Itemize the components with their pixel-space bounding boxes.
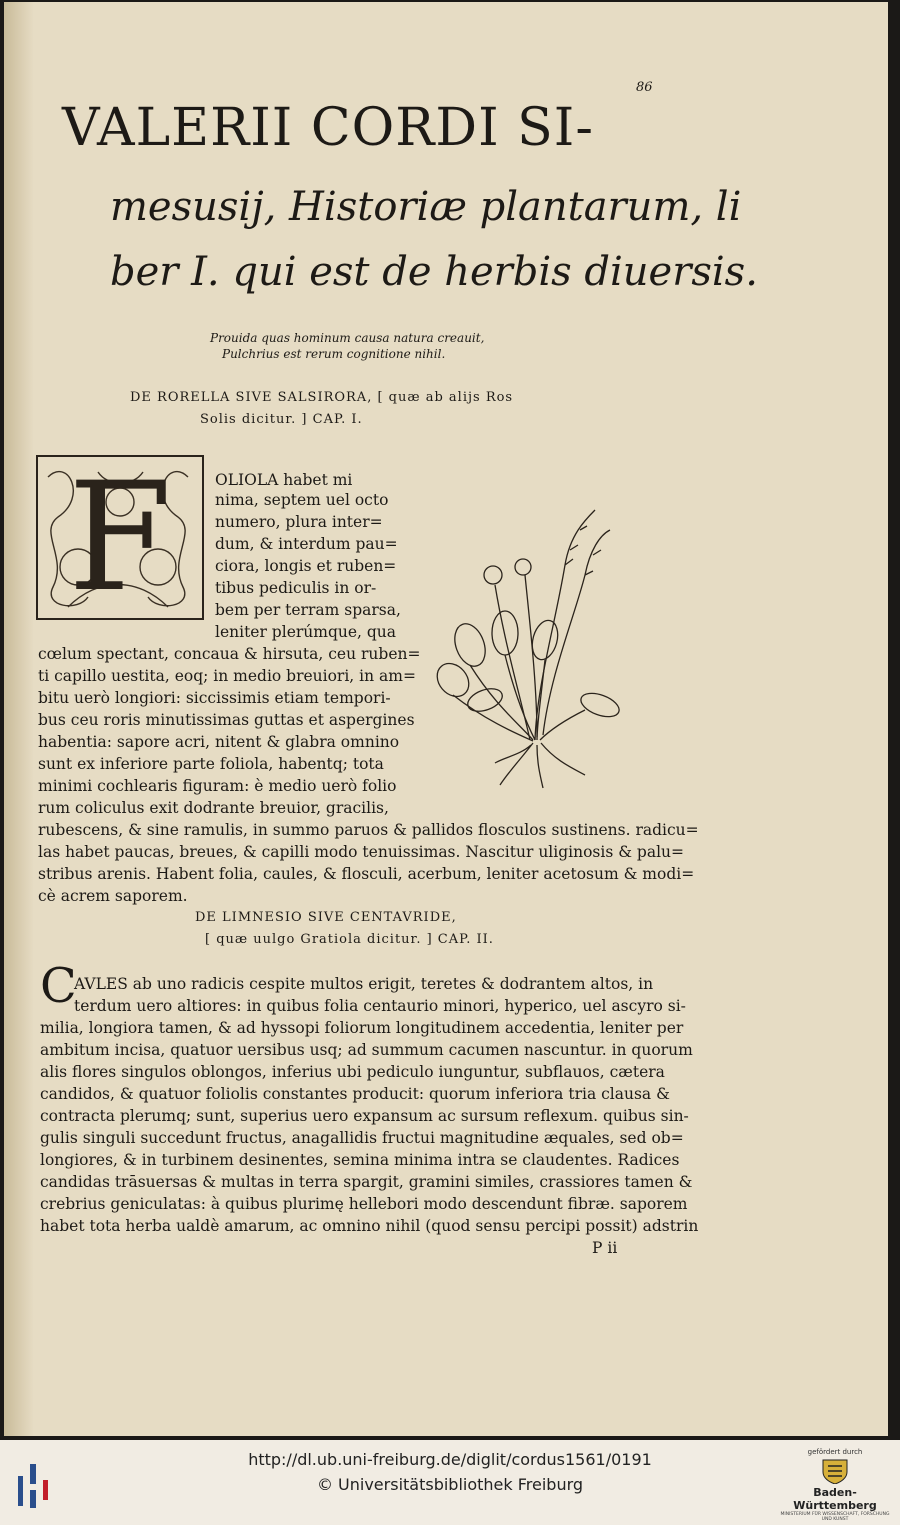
state-name: Baden-Württemberg [793,1486,877,1512]
ch1-line: numero, plura inter= [215,513,383,531]
ch1-line: rubescens, & sine ramulis, in summo paruos & pallidos flosculos sustinens. radicu= [38,821,699,839]
funding-logo [780,1448,890,1520]
viewer-footer [0,1440,900,1525]
ch2-line: gulis singuli succedunt fructus, anagallidis fructui magnitudine æquales, sed ob= [40,1129,684,1147]
ch2-line: habet tota herba ualdè amarum, ac omnino nihil (quod sensu percipi possit) adstrin [40,1217,699,1235]
ch1-line: ti capillo uestita, eoq; in medio breuiori, in am= [38,667,416,685]
chapter2-heading: DE LIMNESIO SIVE CENTAVRIDE, [195,910,457,925]
title-line-1: VALERII CORDI SI- [62,98,594,158]
motto-line-2: Pulchrius est rerum cognitione nihil. [222,347,446,361]
ch1-line: cè acrem saporem. [38,887,188,905]
signature-mark: P ii [592,1239,618,1257]
ch1-line: habentia: sapore acri, nitent & glabra omnino [38,733,400,751]
ministry-name: MINISTERIUM FÜR WISSENSCHAFT, FORSCHUNG UND KUNST [780,1512,890,1522]
permalink-url[interactable]: http://dl.ub.uni-freiburg.de/diglit/cordus1561/0191 [248,1450,652,1469]
funded-by-label: gefördert durch [807,1448,863,1456]
ch1-line: nima, septem uel octo [215,491,389,509]
ch1-line: stribus arenis. Habent folia, caules, & flosculi, acerbum, leniter acetosum & modi= [38,865,695,883]
ch1-line: sunt ex inferiore parte foliola, habentq; tota [38,755,384,773]
ch1-line: bem per terram sparsa, [215,601,401,619]
initial-letter: F [67,450,173,625]
ch1-line: dum, & interdum pau= [215,535,398,553]
ch1-line: leniter plerúmque, qua [215,623,397,641]
ch1-line: minimi cochlearis figuram: è medio uerò folio [38,777,397,795]
chapter2-subheading: [ quæ uulgo Gratiola dicitur. ] CAP. II. [205,932,494,947]
title-line-3: ber I. qui est de herbis diuersis. [110,249,758,295]
ch1-line: rum coliculus exit dodrante breuior, gracilis, [38,799,389,817]
coat-of-arms-icon [818,1458,852,1484]
ch2-line: ambitum incisa, quatuor uersibus usq; ad summum cacumen nascuntur. in quorum [40,1041,693,1059]
ornamental-initial [36,450,204,625]
ch2-line: crebrius geniculatas: à quibus plurimę hellebori modo descendunt fibræ. saporem [40,1195,688,1213]
ch1-line: bitu uerò longiori: siccissimis etiam tempori- [38,689,391,707]
ch2-line: contracta plerumq; sunt, superius uero expansum ac sursum reflexum. quibus sin- [40,1107,689,1125]
ch2-line: longiores, & in turbinem desinentes, semina minima intra se claudentes. Radices [40,1151,680,1169]
sundew-plant-illustration [425,505,650,790]
ch2-line: candidos, & quatuor foliolis constantes producit: quorum inferiora tria clausa & [40,1085,670,1103]
ch2-line: milia, longiora tamen, & ad hyssopi foliorum longitudinem accedentia, leniter per [40,1019,684,1037]
chapter1-heading: DE RORELLA SIVE SALSIRORA, [ quæ ab alijs Ros [130,390,514,405]
ch1-line: bus ceu roris minutissimas guttas et aspergines [38,711,415,729]
chapter1-subheading: Solis dicitur. ] CAP. I. [200,412,363,427]
folio-number: 86 [636,80,653,95]
copyright-text: © Universitätsbibliothek Freiburg [316,1475,584,1494]
ch2-line: terdum uero altiores: in quibus folia centaurio minori, hyperico, uel ascyro si- [74,997,686,1015]
title-line-2: mesusij, Historiæ plantarum, li [110,184,742,230]
ch1-line: ciora, longis et ruben= [215,557,397,575]
ch2-line: candidas trāsuersas & multas in terra spargit, gramini similes, crassiores tamen & [40,1173,693,1191]
motto-line-1: Prouida quas hominum causa natura creauit, [210,331,485,345]
ch1-line: tibus pediculis in or- [215,579,377,597]
ch1-line: las habet paucas, breues, & capilli modo tenuissimas. Nascitur uliginosis & palu= [38,843,685,861]
ch2-line: AVLES ab uno radicis cespite multos erigit, teretes & dodrantem altos, in [74,975,654,993]
page-gutter-shadow [4,2,34,1436]
ch1-line: cœlum spectant, concaua & hirsuta, ceu ruben= [38,645,421,663]
ch2-line: alis flores singulos oblongos, inferius ubi pediculo iunguntur, subflauos, cætera [40,1063,665,1081]
ch1-line: OLIOLA habet mi [215,471,353,489]
chapter2-dropcap: C [40,958,77,1014]
